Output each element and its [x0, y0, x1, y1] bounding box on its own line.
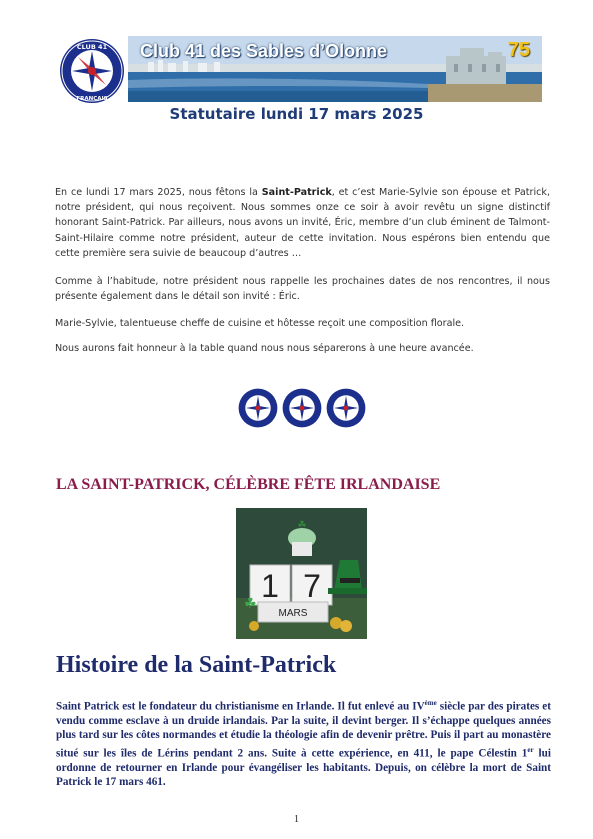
- intro-p1-part1: En ce lundi 17 mars 2025, nous fêtons la: [55, 187, 262, 198]
- logo-top-text: CLUB 41: [76, 43, 108, 51]
- intro-paragraph-2: Comme à l’habitude, notre président nous rappelle les prochaines dates de nos rencontres, il nous présente également dans le détail son invité : Éric.: [55, 276, 550, 303]
- session-title: Statutaire lundi 17 mars 2025: [169, 105, 424, 123]
- section-title: LA SAINT-PATRICK, CÉLÈBRE FÊTE IRLANDAISE: [56, 476, 441, 493]
- intro-p1-part2: , et c’est Marie-Sylvie son épouse et Patrick, notre président, qui nous reçoivent. Nous sommes onze ce soir à avoir revêtu un signe distinctif honorant Saint-Patrick. Par ailleurs, nous avons un invité, Éric, membre d’un club éminent de Talmont-Saint-Hilaire comme notre président, auteur de cette invitation. Nous espérons bien entendu que cette première sera suivie de beaucoup d’autres …: [55, 187, 551, 259]
- history-title: Histoire de la Saint-Patrick: [56, 652, 337, 678]
- header-banner: [128, 36, 542, 102]
- club-41-logo: [59, 38, 125, 104]
- history-superscript-2: er: [527, 745, 534, 754]
- calendar-day-first-digit: 1: [261, 568, 279, 604]
- club-name-title: Club 41 des Sables d’Olonne: [140, 41, 388, 61]
- history-text-1: Saint Patrick est le fondateur du christianisme en Irlande. Il fut enlevé au IV: [56, 700, 425, 713]
- calendar-day-second-digit: 7: [303, 568, 321, 604]
- club-logos-row: [238, 388, 368, 430]
- anniversary-number: 75: [507, 39, 530, 61]
- page-number: 1: [294, 814, 299, 825]
- history-text-3: lui ordonne de retourner en Irlande pour évangéliser les habitants. Depuis, on célèbre la mort de Saint Patrick le 17 mars 461.: [56, 747, 551, 788]
- intro-p1-bold: Saint-Patrick: [261, 187, 332, 198]
- svg-text:☘: ☘: [244, 595, 257, 611]
- saint-patrick-calendar-photo: [236, 508, 367, 639]
- intro-paragraph-3: Marie-Sylvie, talentueuse cheffe de cuisine et hôtesse reçoit une composition florale.: [55, 318, 465, 329]
- club-41-small-logo: [282, 388, 322, 428]
- intro-paragraph-1: [55, 185, 550, 261]
- club-41-small-logo: [326, 388, 366, 428]
- history-superscript-1: ème: [424, 699, 437, 707]
- logo-bottom-text: FRANÇAIS: [76, 96, 108, 102]
- history-paragraph: [56, 696, 551, 789]
- svg-text:☘: ☘: [297, 520, 307, 531]
- club-41-small-logo: [238, 388, 278, 428]
- calendar-illustration: [236, 508, 367, 639]
- intro-paragraph-4: Nous aurons fait honneur à la table quand nous nous séparerons à une heure avancée.: [55, 343, 474, 354]
- history-text-2: siècle par des pirates et vendu comme esclave à un druide irlandais. Par la suite, il devint berger. Il s’échappe quelques années plus tard sur les côtes normandes et étudie la théologie afin de devenir prêtre. Puis il part au monastère situé sur les îles de Lérins pendant 2 ans. Suite à cette expérience, en 411, le pape Célestin 1: [56, 700, 551, 760]
- calendar-month: MARS: [278, 608, 308, 619]
